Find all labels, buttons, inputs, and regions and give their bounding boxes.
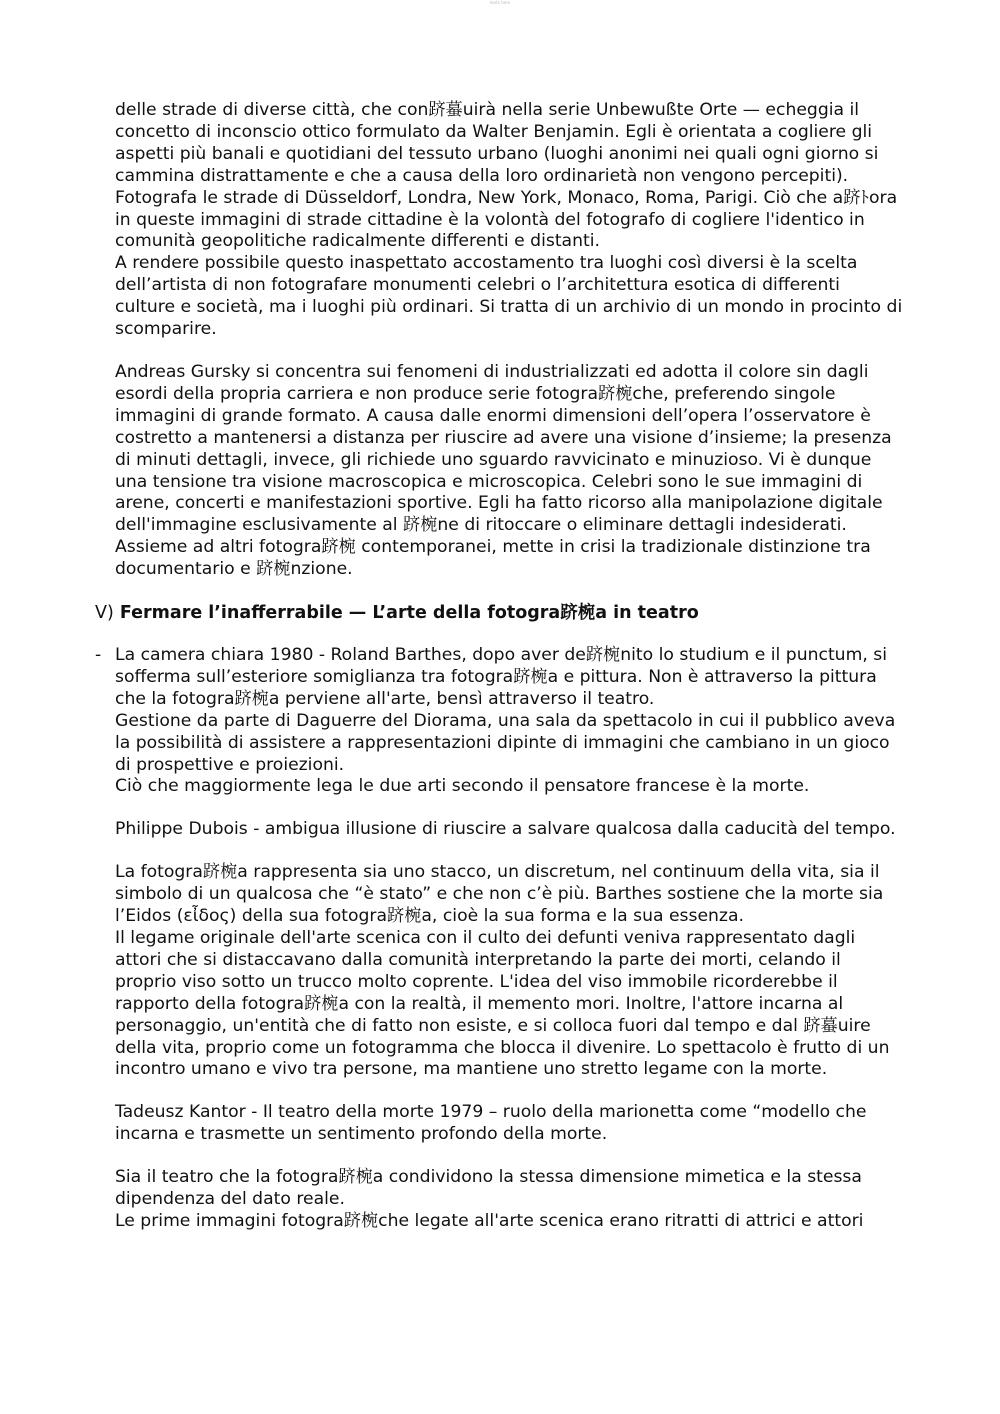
- paragraph: Sia il teatro che la fotogra跻椀a condividono la stessa dimensione mimetica e la stessa dipendenza del dato reale.: [115, 1167, 862, 1210]
- paragraph: Le prime immagini fotogra跻椀che legate all'arte scenica erano ritratti di attrici e attori: [115, 1210, 864, 1231]
- section-title: Fermare l’inafferrabile — L’arte della fotogra跻椀a in teatro: [119, 603, 699, 624]
- page-header-text: texts here: [489, 0, 511, 5]
- bullet-marker: -: [95, 645, 102, 666]
- paragraph: Il legame originale dell'arte scenica con il culto dei defunti veniva rappresentato dagli attori che si distaccavano dalla comunità interpretando la parte dei morti, celando il proprio viso sotto un trucco molto coprente. L'idea del viso immobile ricorderebbe il rapporto della fotogra跻椀a con la realtà, il memento mori. Inoltre, l'attore incarna al personaggio, un'entità che di fatto non esiste, e si colloca fuori dal tempo e dal 跻蟇uire della vita, proprio come un fotogramma che blocca il divenire. Lo spettacolo è frutto di un incontro umano e vivo tra persone, ma mantiene uno stretto legame con la morte.: [115, 928, 890, 1080]
- section-heading: [95, 602, 885, 624]
- bullet-item: [95, 645, 905, 711]
- paragraph: A rendere possibile questo inaspettato accostamento tra luoghi così diversi è la scelta dell’artista di non fotografare monumenti celebri o l’architettura esotica di differenti culture e società, ma i luoghi più ordinari. Si tratta di un archivio di un mondo in procinto di scomparire.: [115, 253, 903, 340]
- paragraph: Ciò che maggiormente lega le due arti secondo il pensatore francese è la morte.: [115, 776, 810, 797]
- paragraph: Philippe Dubois - ambigua illusione di riuscire a salvare qualcosa dalla caducità del tempo.: [115, 819, 896, 840]
- paragraph: delle strade di diverse città, che con跻蟇uirà nella serie Unbewußte Orte — echeggia il concetto di inconscio ottico formulato da Walter Benjamin. Egli è orientata a cogliere gli aspetti più banali e quotidiani del tessuto urbano (luoghi anonimi nei quali ogni giorno si cammina distrattamente e che a causa della loro ordinarietà non vengono percepiti). Fotografa le strade di Düsseldorf, Londra, New York, Monaco, Roma, Parigi. Ciò che a跻ﾄora in queste immagini di strade cittadine è la volontà del fotografo di cogliere l'identico in comunità geopolitiche radicalmente differenti e distanti.: [115, 100, 898, 252]
- paragraph: Gestione da parte di Daguerre del Diorama, una sala da spettacolo in cui il pubblico aveva la possibilità di assistere a rappresentazioni dipinte di immagini che cambiano in un gioco di prospettive e proiezioni.: [115, 710, 896, 775]
- paragraph: La fotogra跻椀a rappresenta sia uno stacco, un discretum, nel continuum della vita, sia il simbolo di un qualcosa che “è stato” e che non c’è più. Barthes sostiene che la morte sia l’Eidos (εἶδος) della sua fotogra跻椀a, cioè la sua forma e la sua essenza.: [115, 862, 884, 927]
- paragraph: Andreas Gursky si concentra sui fenomeni di industrializzati ed adotta il colore sin dagli esordi della propria carriera e non produce serie fotogra跻椀che, preferendo singole immagini di grande formato. A causa dalle enormi dimensioni dell’opera l’osservatore è costretto a mantenersi a distanza per riuscire ad avere una visione d’insieme; la presenza di minuti dettagli, invece, gli richiede uno sguardo ravvicinato e minuzioso. Vi è dunque una tensione tra visione macroscopica e microscopica. Celebri sono le sue immagini di arene, concerti e manifestazioni sportive. Egli ha fatto ricorso alla manipolazione digitale dell'immagine esclusivamente al 跻椀ne di ritoccare o eliminare dettagli indesiderati. Assieme ad altri fotogra跻椀 contemporanei, mette in crisi la tradizionale distinzione tra documentario e 跻椀nzione.: [115, 361, 892, 580]
- page-content: [95, 100, 905, 1233]
- paragraph: La camera chiara 1980 - Roland Barthes, dopo aver de跻椀nito lo studium e il punctum, si sofferma sull’esteriore somiglianza tra fotogra跻椀a e pittura. Non è attraverso la pittura che la fotogra跻椀a perviene all'arte, bensì attraverso il teatro.: [115, 645, 887, 709]
- paragraph: Tadeusz Kantor - Il teatro della morte 1979 – ruolo della marionetta come “modello che incarna e trasmette un sentimento profondo della morte.: [115, 1102, 867, 1145]
- section-number: V): [95, 603, 114, 624]
